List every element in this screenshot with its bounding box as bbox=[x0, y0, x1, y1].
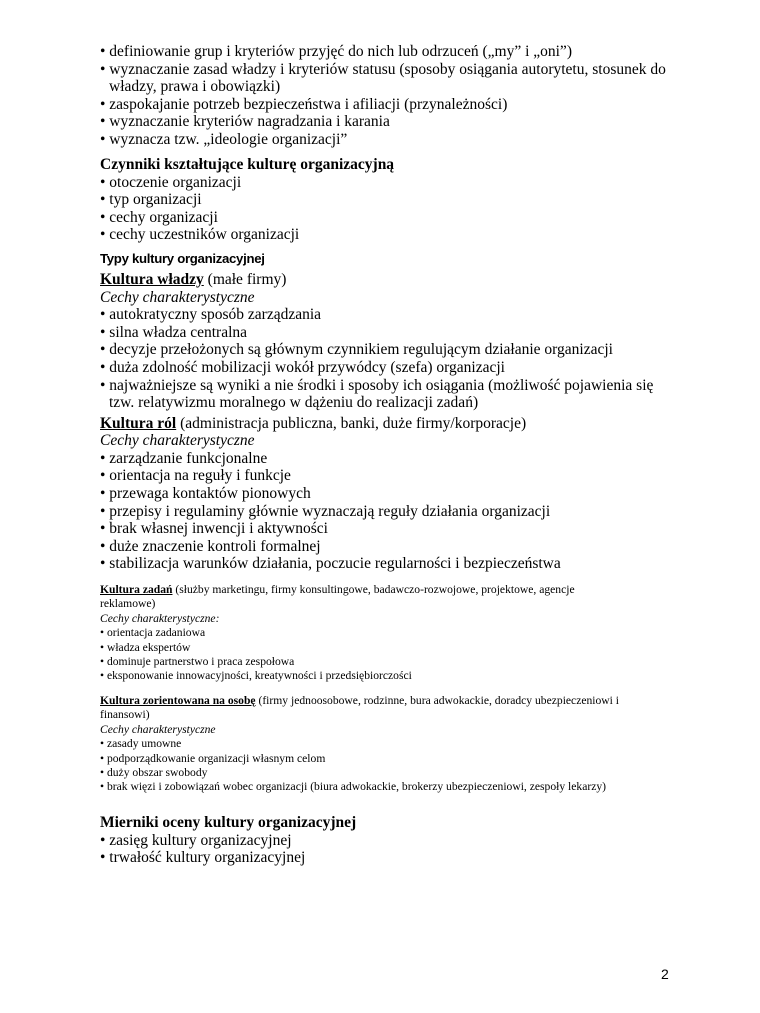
list-item: • autokratyczny sposób zarządzania bbox=[100, 306, 322, 324]
page-number: 2 bbox=[661, 966, 669, 982]
list-item: • podporządkowanie organizacji własnym celom bbox=[100, 751, 326, 765]
list-item: • typ organizacji bbox=[100, 191, 202, 209]
roles-culture-subtitle: Cechy charakterystyczne bbox=[100, 432, 255, 450]
list-item: • eksponowanie innowacyjności, kreatywności i przedsiębiorczości bbox=[100, 669, 412, 683]
list-item: • zarządzanie funkcjonalne bbox=[100, 449, 268, 467]
power-culture-title: Kultura władzy bbox=[100, 270, 204, 288]
list-item: • brak własnej inwencji i aktywności bbox=[100, 520, 328, 538]
list-item-continuation: tzw. relatywizmu moralnego w dążeniu do realizacji zadań) bbox=[109, 394, 479, 412]
list-item: • najważniejsze są wyniki a nie środki i sposoby ich osiągania (możliwość pojawienia się bbox=[100, 376, 654, 394]
types-heading: Typy kultury organizacyjnej bbox=[100, 250, 265, 266]
tasks-culture-note-cont: reklamowe) bbox=[100, 597, 156, 611]
list-item: • orientacja zadaniowa bbox=[100, 626, 206, 640]
roles-culture-section bbox=[100, 415, 680, 573]
list-item: • cechy uczestników organizacji bbox=[100, 226, 300, 244]
intro-list bbox=[100, 43, 680, 149]
person-culture-title-line bbox=[100, 694, 680, 708]
list-item: • wyznaczanie zasad władzy i kryteriów statusu (sposoby osiągania autorytetu, stosunek do bbox=[100, 60, 666, 78]
power-culture-section bbox=[100, 271, 680, 412]
list-item: • zasięg kultury organizacyjnej bbox=[100, 831, 292, 849]
list-item-continuation: władzy, prawa i obowiązki) bbox=[109, 78, 281, 96]
list-item: • cechy organizacji bbox=[100, 208, 218, 226]
document-page bbox=[100, 43, 680, 867]
person-culture-note: (firmy jednoosobowe, rodzinne, bura adwokackie, doradcy ubezpieczeniowi i bbox=[255, 693, 620, 707]
power-culture-subtitle: Cechy charakterystyczne bbox=[100, 288, 255, 306]
list-item: • zasady umowne bbox=[100, 737, 182, 751]
roles-culture-title: Kultura ról bbox=[100, 414, 177, 432]
list-item: • otoczenie organizacji bbox=[100, 173, 242, 191]
power-culture-title-line bbox=[100, 271, 680, 289]
list-item: • przepisy i regulaminy głównie wyznaczają reguły działania organizacji bbox=[100, 502, 551, 520]
list-item: • trwałość kultury organizacyjnej bbox=[100, 849, 306, 867]
list-item: • przewaga kontaktów pionowych bbox=[100, 485, 311, 503]
list-item: • duże znaczenie kontroli formalnej bbox=[100, 537, 321, 555]
person-culture-note-cont: finansowi) bbox=[100, 708, 150, 722]
measures-heading: Mierniki oceny kultury organizacyjnej bbox=[100, 813, 357, 831]
tasks-culture-section bbox=[100, 583, 680, 684]
list-item: • wyznaczanie kryteriów nagradzania i karania bbox=[100, 113, 390, 131]
factors-list bbox=[100, 174, 680, 244]
list-item: • decyzje przełożonych są głównym czynnikiem regulującym działanie organizacji bbox=[100, 341, 613, 359]
tasks-culture-note: (służby marketingu, firmy konsultingowe, badawczo-rozwojowe, projektowe, agencje bbox=[172, 583, 575, 597]
roles-culture-title-line bbox=[100, 415, 680, 433]
measures-list bbox=[100, 832, 680, 867]
list-item: • dominuje partnerstwo i praca zespołowa bbox=[100, 655, 295, 669]
list-item: • zaspokajanie potrzeb bezpieczeństwa i afiliacji (przynależności) bbox=[100, 95, 508, 113]
factors-heading: Czynniki kształtujące kulturę organizacyjną bbox=[100, 155, 395, 173]
list-item: • duża zdolność mobilizacji wokół przywódcy (szefa) organizacji bbox=[100, 358, 505, 376]
person-culture-title: Kultura zorientowana na osobę bbox=[100, 693, 256, 707]
list-item: • silna władza centralna bbox=[100, 323, 248, 341]
list-item: • władza ekspertów bbox=[100, 640, 191, 654]
list-item: • wyznacza tzw. „ideologie organizacji” bbox=[100, 130, 348, 148]
list-item: • definiowanie grup i kryteriów przyjęć do nich lub odrzuceń („my” i „oni”) bbox=[100, 43, 572, 60]
list-item: • duży obszar swobody bbox=[100, 765, 208, 779]
list-item: • orientacja na reguły i funkcje bbox=[100, 467, 291, 485]
tasks-culture-title-line bbox=[100, 583, 680, 597]
list-item: • stabilizacja warunków działania, poczucie regularności i bezpieczeństwa bbox=[100, 555, 561, 573]
power-culture-note: (małe firmy) bbox=[203, 270, 287, 288]
person-culture-subtitle: Cechy charakterystyczne bbox=[100, 722, 216, 736]
tasks-culture-subtitle: Cechy charakterystyczne: bbox=[100, 611, 220, 625]
roles-culture-note: (administracja publiczna, banki, duże firmy/korporacje) bbox=[176, 414, 527, 432]
list-item: • brak więzi i zobowiązań wobec organizacji (biura adwokackie, brokerzy ubezpieczeniowi, zespoły lekarzy) bbox=[100, 780, 607, 794]
tasks-culture-title: Kultura zadań bbox=[100, 583, 173, 597]
person-culture-section bbox=[100, 694, 680, 795]
